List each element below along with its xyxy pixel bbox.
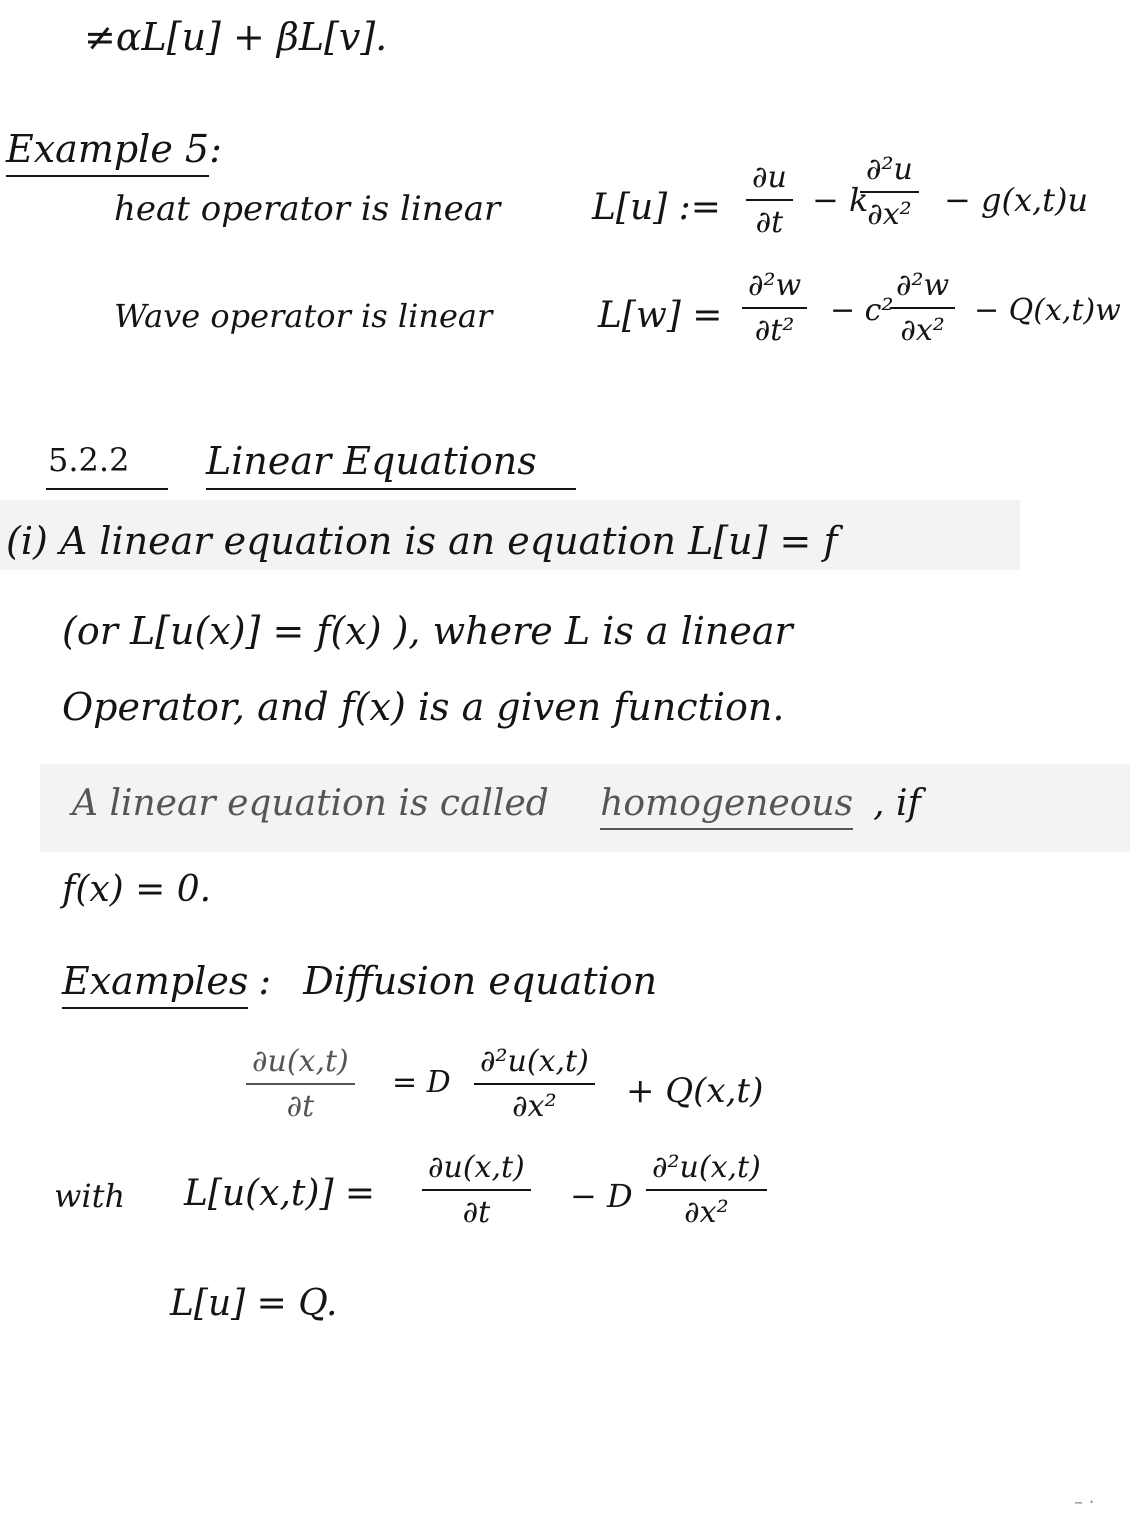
- eq1-rhs-num: ∂²u(x,t): [474, 1044, 595, 1085]
- homogeneous-term: homogeneous: [600, 783, 853, 830]
- wave-term2-den: ∂x²: [900, 313, 945, 348]
- wave-term2-num: ∂²w: [890, 268, 955, 309]
- heat-operator-lhs: L[u] :=: [592, 187, 721, 228]
- homogeneous-suffix: , if: [873, 783, 921, 824]
- homogeneous-line2: f(x) = 0.: [62, 869, 212, 910]
- eq1-lhs: [246, 1044, 355, 1124]
- examples-colon: :: [258, 959, 272, 1003]
- strike-symbol: ≠: [84, 15, 116, 59]
- eq2-minus-d: − D: [570, 1177, 633, 1215]
- examples-label: Examples: [62, 959, 248, 1009]
- homogeneous-prefix: A linear equation is called: [72, 783, 549, 824]
- definition-line2: (or L[u(x)] = f(x) ), where L is a linear: [62, 609, 793, 653]
- wave-operator-label: Wave operator is linear: [114, 297, 493, 335]
- definition-line1: (i) A linear equation is an equation L[u] = f: [6, 519, 838, 563]
- section-number: 5.2.2: [48, 441, 130, 479]
- wave-minus-c: − c²: [830, 293, 894, 328]
- eq1-equals-d: = D: [392, 1065, 451, 1100]
- example5-title: Example 5: [6, 127, 209, 177]
- heat-tail: − g(x,t)u: [944, 181, 1089, 219]
- heat-term2: [860, 152, 919, 232]
- wave-term1-num: ∂²w: [742, 268, 807, 309]
- example5-colon: :: [209, 127, 222, 171]
- wave-term2: [890, 268, 955, 348]
- definition-line3: Operator, and f(x) is a given function.: [62, 685, 785, 729]
- heat-term2-num: ∂²u: [860, 152, 919, 193]
- eq1-tail: + Q(x,t): [626, 1071, 764, 1111]
- examples-title: Diffusion equation: [303, 959, 658, 1003]
- examples-heading: [62, 959, 658, 1003]
- heat-term2-den: ∂x²: [867, 197, 912, 232]
- heat-term1-num: ∂u: [746, 160, 793, 201]
- page-mark: – ·: [1074, 1492, 1095, 1513]
- top-line: [84, 15, 388, 59]
- eq2-with: with: [54, 1177, 126, 1215]
- eq2-term1: [422, 1150, 531, 1230]
- eq2-term2-den: ∂x²: [684, 1195, 729, 1230]
- heat-minus-k: − k: [812, 181, 869, 219]
- eq2-term2-num: ∂²u(x,t): [646, 1150, 767, 1191]
- eq2-term1-num: ∂u(x,t): [422, 1150, 531, 1191]
- section-title: Linear Equations: [206, 439, 537, 483]
- example5-title-row: [6, 127, 222, 171]
- eq3: L[u] = Q.: [170, 1283, 338, 1324]
- homogeneous-line1: [72, 783, 921, 824]
- section-title-underline: [206, 488, 576, 490]
- section-number-underline: [46, 488, 168, 490]
- wave-operator-lhs: L[w] =: [598, 295, 723, 336]
- eq2-term1-den: ∂t: [462, 1195, 491, 1230]
- eq2-lhs: L[u(x,t)] =: [184, 1173, 376, 1214]
- eq1-rhs-den: ∂x²: [512, 1089, 557, 1124]
- wave-term1-den: ∂t²: [754, 313, 795, 348]
- eq1-lhs-den: ∂t: [286, 1089, 315, 1124]
- eq1-lhs-num: ∂u(x,t): [246, 1044, 355, 1085]
- wave-tail: − Q(x,t)w: [974, 293, 1121, 328]
- heat-operator-label: heat operator is linear: [114, 189, 501, 229]
- wave-term1: [742, 268, 807, 348]
- top-line-text: αL[u] + βL[v].: [115, 15, 388, 59]
- heat-term1: [746, 160, 793, 240]
- eq2-term2: [646, 1150, 767, 1230]
- heat-term1-den: ∂t: [755, 205, 784, 240]
- eq1-rhs: [474, 1044, 595, 1124]
